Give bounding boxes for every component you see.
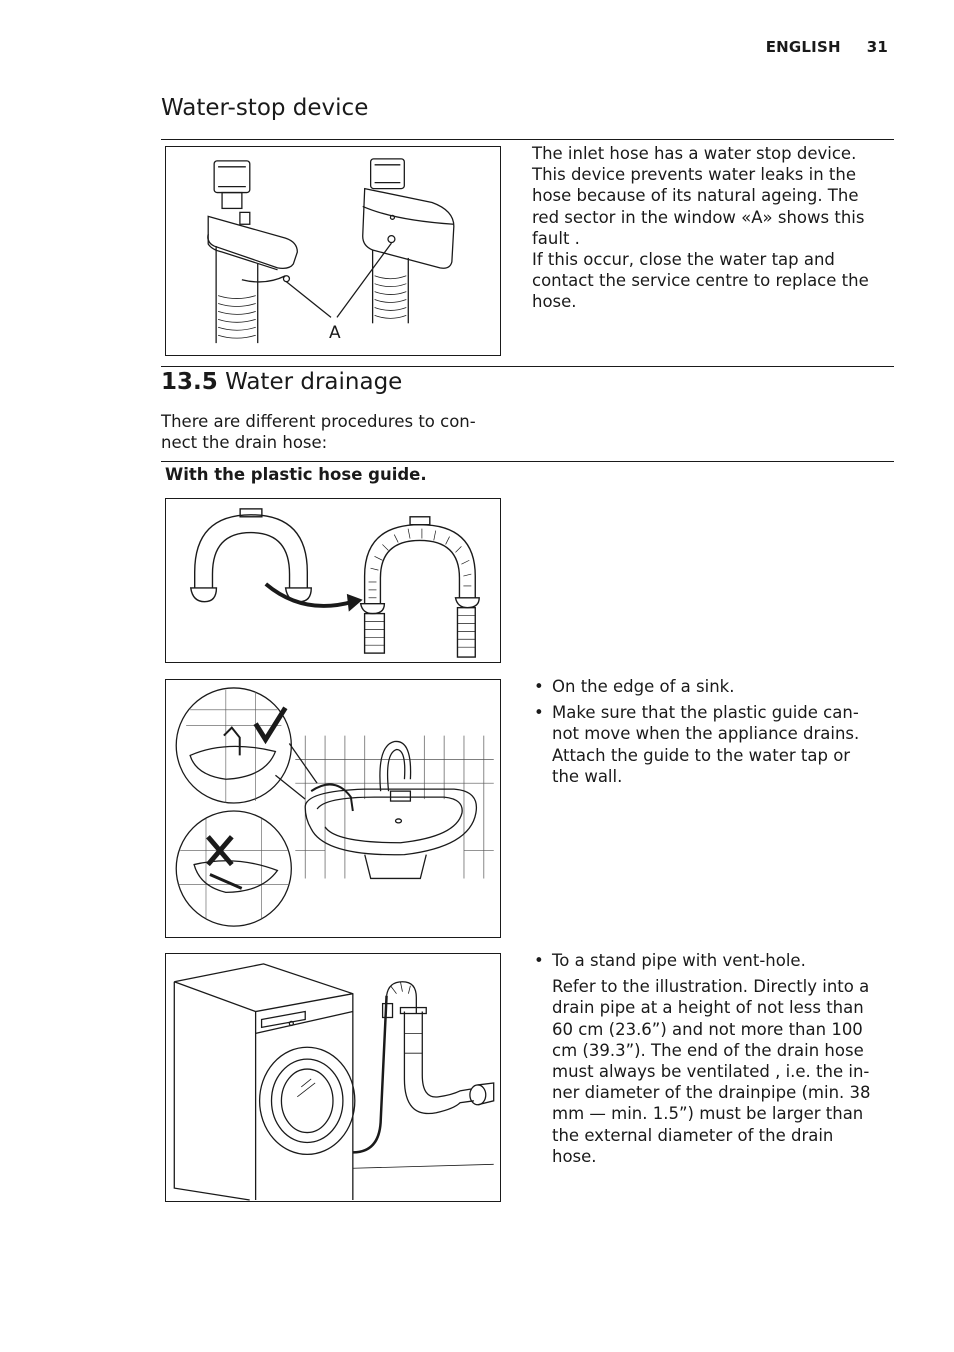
text-line: contact the service centre to replace the [532,271,869,291]
sink-text [532,676,892,792]
water-stop-paragraph [532,143,892,313]
text-line: hose. [552,1146,597,1166]
text-line: Attach the guide to the water tap or [552,745,851,765]
text-line: ner diameter of the drainpipe (min. 38 [552,1083,871,1103]
text-line: mm — min. 1.5”) must be larger than [552,1104,864,1124]
section-number: 13.5 [161,369,218,395]
section-rule [161,366,894,367]
section-rule [161,461,894,462]
section-title: Water drainage [225,369,403,395]
list-item: • To a stand pipe with vent-hole. [532,950,892,971]
text-line: If this occur, close the water tap and [532,250,835,270]
text-line: red sector in the window «A» shows this [532,207,865,227]
section-rule [161,139,894,140]
text-line: not move when the appliance drains. [552,724,860,744]
text-line: the wall. [552,766,623,786]
text-line: hose. [532,292,577,312]
hose-guide-figure [165,498,501,663]
header-language: ENGLISH [765,38,841,56]
drainage-intro [161,411,501,453]
text-line: 60 cm (23.6”) and not more than 100 [552,1019,863,1039]
page-header [766,38,888,56]
subheading: With the plastic hose guide. [165,465,427,484]
list-item: • On the edge of a sink. [532,676,892,697]
water-stop-title: Water-stop device [161,95,369,121]
text-line: This device prevents water leaks in the [532,165,856,185]
text-line: hose because of its natural ageing. The [532,186,859,206]
text-line: drain pipe at a height of not less than [552,998,864,1018]
text-line: The inlet hose has a water stop device. [532,144,857,163]
standpipe-text [532,950,892,1167]
text-line: Refer to the illustration. Directly into a [552,977,870,997]
text-line: must always be ventilated , i.e. the in- [552,1062,870,1082]
page-number: 31 [866,38,888,56]
text-line: nect the drain hose: [161,433,328,453]
sink-figure [165,679,501,938]
text-line: fault . [532,228,580,248]
text-line: the external diameter of the drain [552,1125,834,1145]
figure-label-a: A [329,323,341,343]
text-line: • Make sure that the plastic guide can- [552,703,859,723]
standpipe-paragraph [532,976,892,1167]
text-line: There are different procedures to con- [161,412,476,431]
drainage-title [161,369,402,395]
text-line: cm (39.3”). The end of the drain hose [552,1040,864,1060]
list-item [532,702,892,787]
standpipe-figure [165,953,501,1202]
